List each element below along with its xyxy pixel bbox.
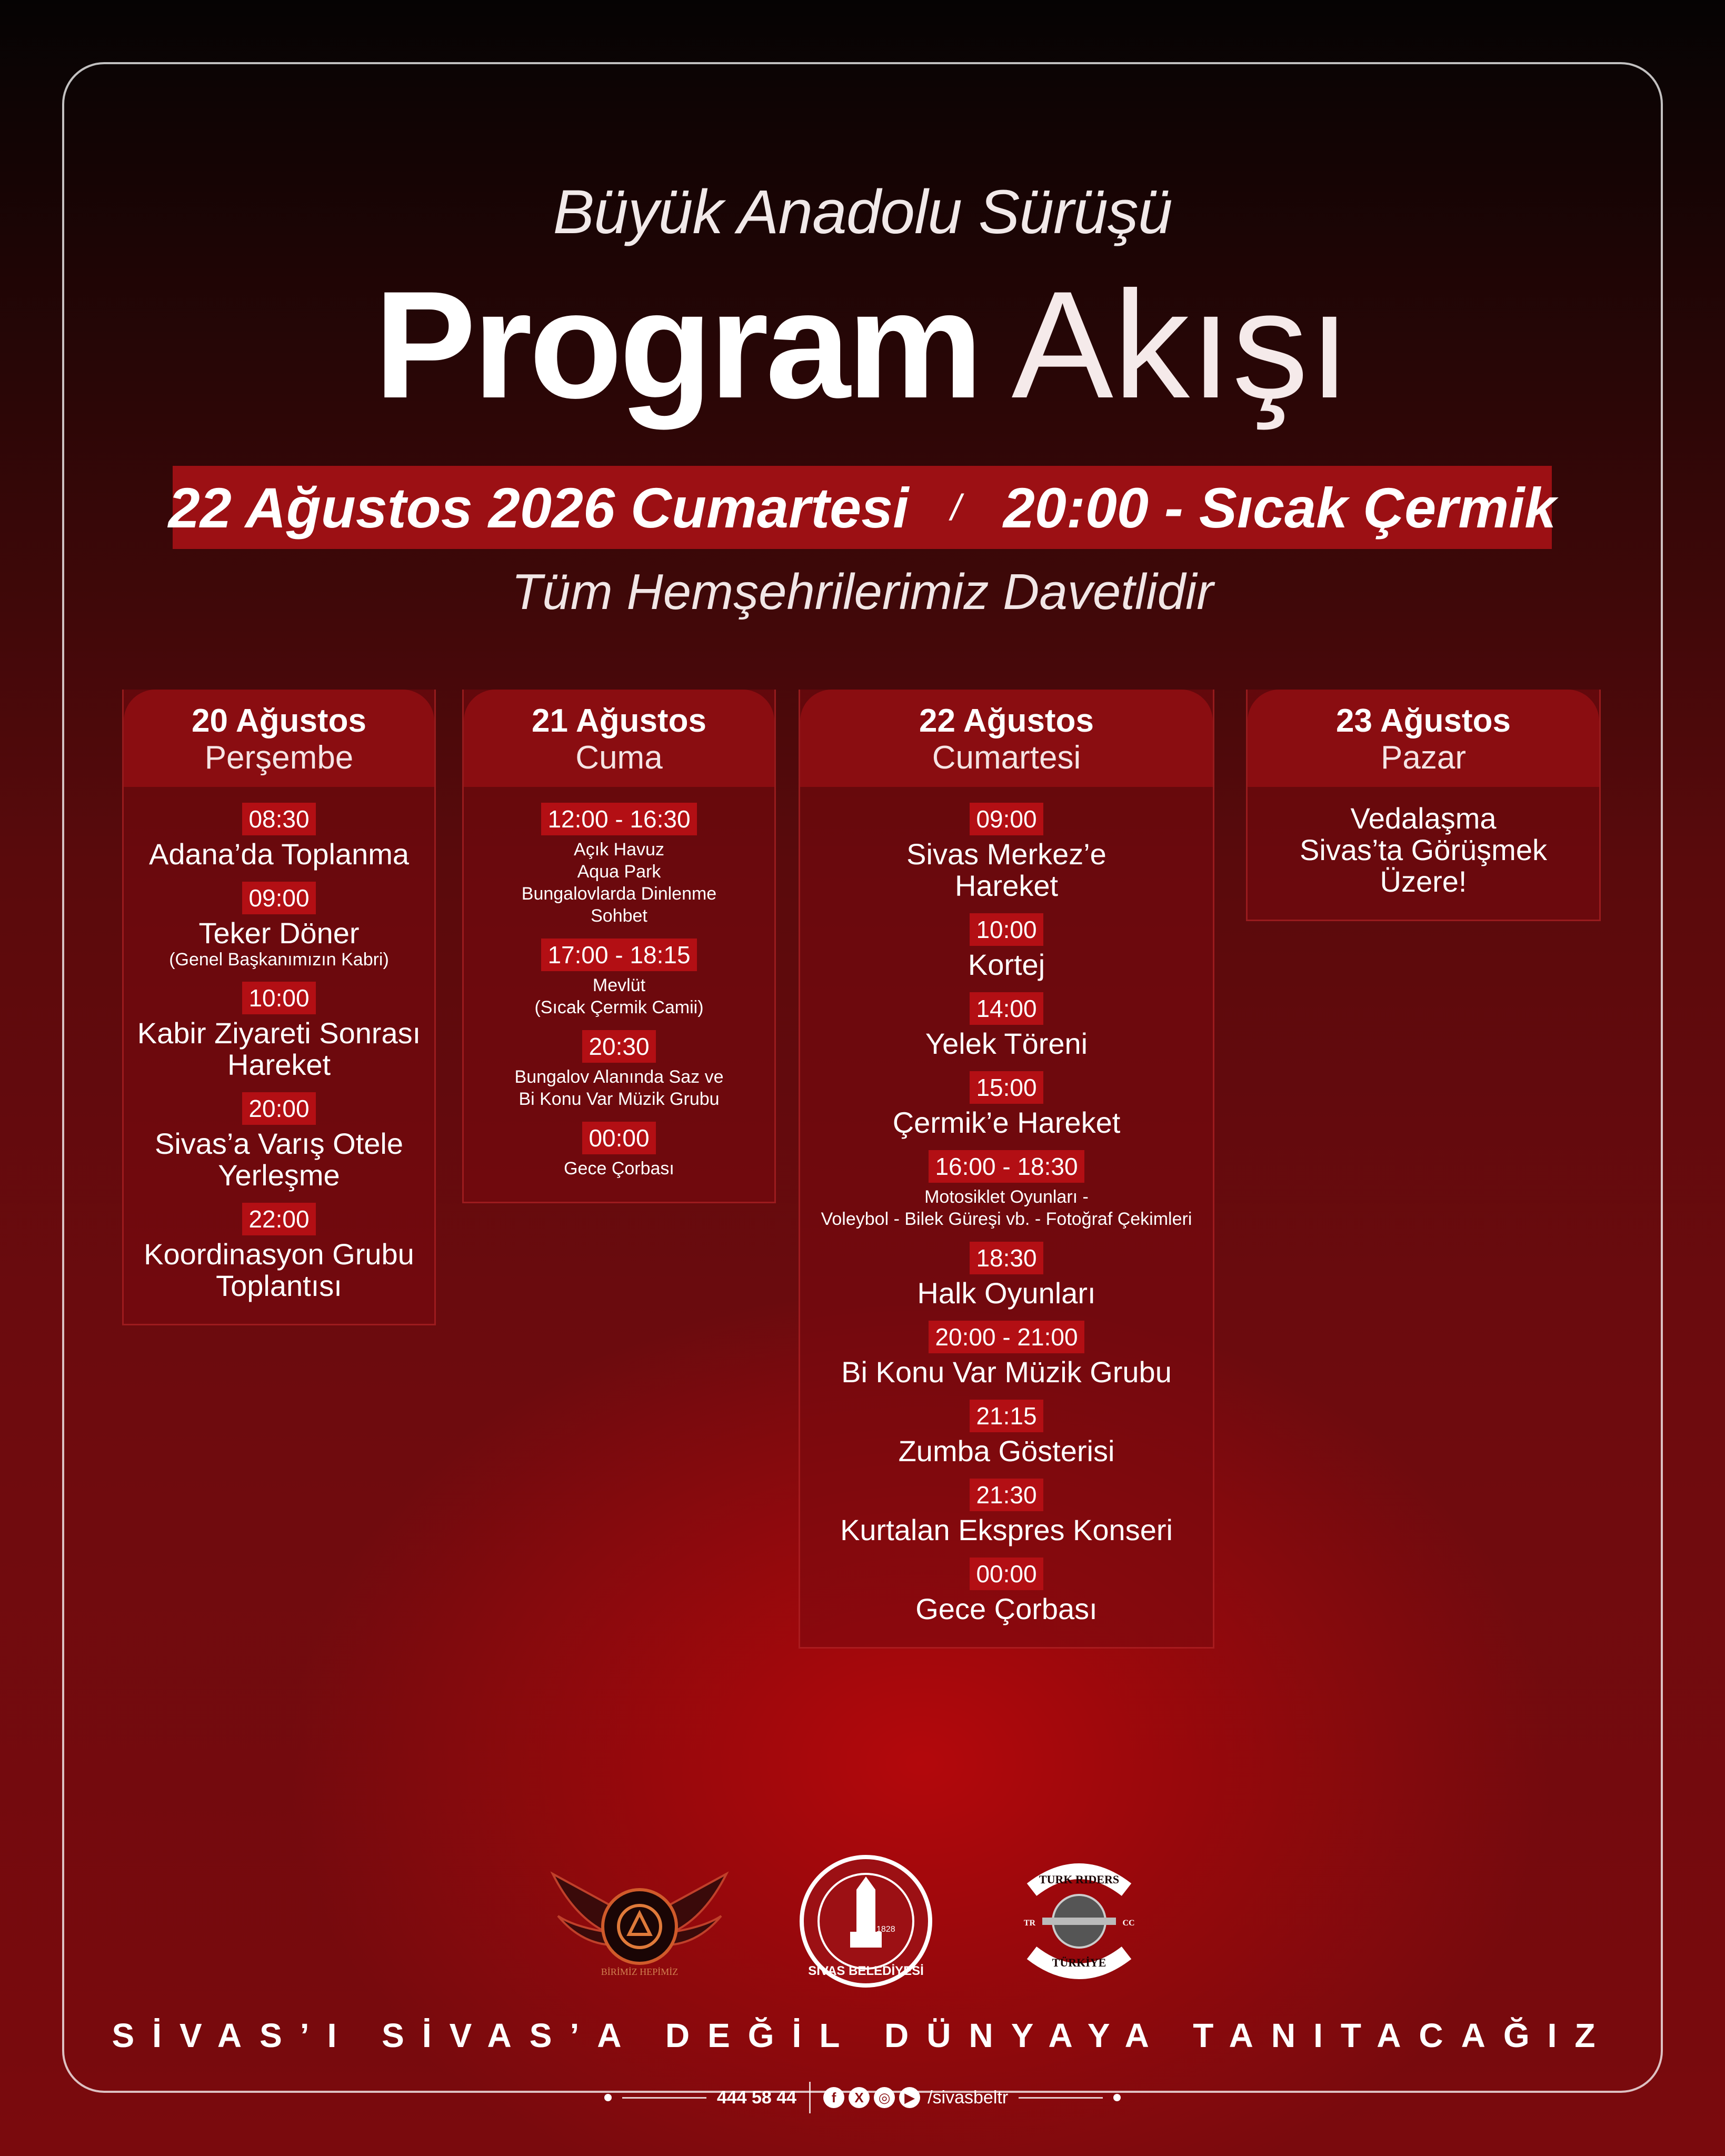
event-time-badge: 12:00 - 16:30 [541,803,696,835]
event-item [811,1150,1202,1230]
event-item [474,1122,764,1180]
event-item [474,939,764,1019]
day-events [800,787,1213,1647]
day-name: Pazar [1381,740,1466,776]
footer-dot-left [604,2094,612,2101]
title-bold: Program [374,259,980,430]
youtube-icon[interactable]: ▶ [899,2087,920,2108]
turk-riders-cc: CC [1122,1919,1135,1928]
event-title: Sivas Merkez’e Hareket [906,837,1106,902]
turk-riders-logo [1011,1853,1148,1990]
event-title: Kabir Ziyareti Sonrası Hareket [137,1016,421,1081]
event-item [811,913,1202,981]
event-item [811,803,1202,902]
turk-riders-bottom: TÜRKİYE [1052,1956,1106,1969]
event-item [134,982,424,1081]
event-time-badge: 09:00 [970,803,1043,835]
event-subtitle: Büyük Anadolu Sürüşü [553,177,1172,247]
event-details: Mevlüt (Sıcak Çermik Camii) [534,975,704,1017]
turk-riders-top: TURK RIDERS [1039,1873,1120,1886]
event-title: Çermik’e Hareket [892,1106,1121,1139]
event-time-badge: 16:00 - 18:30 [929,1150,1084,1183]
event-time-badge: 21:15 [970,1400,1043,1432]
day-column-21 [462,690,776,1203]
event-title: Vedalaşma Sivas’ta Görüşmek Üzere! [1300,802,1547,898]
event-item [1258,803,1589,897]
event-time-badge: 15:00 [970,1071,1043,1104]
footer [0,2077,1725,2119]
event-title: Koordinasyon Grubu Toplantısı [144,1237,414,1302]
event-title: Gece Çorbası [915,1592,1098,1625]
day-name: Cuma [575,740,663,776]
day-date: 22 Ağustos [919,703,1094,739]
footer-divider [809,2082,811,2113]
event-details: Açık Havuz Aqua Park Bungalovlarda Dinlenme Sohbet [521,840,717,926]
footer-line-right [1019,2097,1103,2099]
event-title: Zumba Gösterisi [898,1434,1115,1468]
event-title: Bi Konu Var Müzik Grubu [841,1355,1172,1389]
day-header [800,690,1213,787]
event-title: Halk Oyunları [917,1276,1096,1310]
sivas-year: 1828 [876,1925,895,1934]
day-column-22 [799,690,1214,1649]
logo-row [0,1853,1725,1995]
event-details: Bungalov Alanında Saz ve Bi Konu Var Müzik Grubu [514,1067,724,1109]
event-item [811,1479,1202,1546]
event-title: Adana’da Toplanma [148,837,410,871]
day-events [464,787,774,1202]
event-details: Motosiklet Oyunları - Voleybol - Bilek Güreşi vb. - Fotoğraf Çekimleri [821,1187,1192,1229]
x-icon[interactable]: X [849,2087,870,2108]
event-time-badge: 10:00 [970,913,1043,946]
event-item [134,1203,424,1302]
sivas-belediyesi-logo [797,1853,934,1990]
sivas-belediyesi-text: SİVAS BELEDİYESİ [808,1964,924,1978]
day-column-20 [122,690,436,1325]
day-events [124,787,434,1324]
event-time-badge: 20:00 [242,1092,315,1125]
event-item [811,992,1202,1060]
event-title: Sivas’a Varış Otele Yerleşme [154,1127,404,1192]
turk-riders-tr: TR [1023,1919,1036,1928]
event-item [474,1030,764,1110]
event-time-badge: 20:30 [582,1030,655,1063]
birimiz-hepimiz-text: BİRİMİZ HEPİMİZ [601,1967,679,1977]
event-time-badge: 08:30 [242,803,315,835]
event-time-badge: 22:00 [242,1203,315,1235]
page-title [0,259,1725,430]
event-details: Gece Çorbası [564,1159,674,1179]
event-item [134,882,424,970]
event-time-badge: 10:00 [242,982,315,1014]
event-item [811,1558,1202,1625]
event-time-badge: 21:30 [970,1479,1043,1511]
instagram-icon[interactable]: ◎ [874,2087,895,2108]
day-header [124,690,434,787]
event-time-badge: 09:00 [242,882,315,914]
birimiz-hepimiz-logo [542,1853,737,1990]
banner-separator: / [951,487,961,528]
day-name: Perşembe [204,740,354,776]
event-time-badge: 00:00 [582,1122,655,1154]
event-item [811,1242,1202,1309]
event-time-badge: 17:00 - 18:15 [541,939,696,971]
event-item [134,1092,424,1191]
day-date: 20 Ağustos [192,703,366,739]
day-name: Cumartesi [932,740,1081,776]
slogan: SİVAS’I SİVAS’A DEĞİL DÜNYAYA TANITACAĞIZ [112,2017,1613,2054]
event-item [811,1321,1202,1388]
event-item [811,1071,1202,1139]
event-note: (Genel Başkanımızın Kabri) [169,950,389,970]
banner-date: 22 Ağustos 2026 Cumartesi [168,475,909,540]
event-title: Yelek Töreni [925,1027,1088,1060]
day-events [1248,787,1599,920]
event-time-badge: 00:00 [970,1558,1043,1590]
facebook-icon[interactable]: f [823,2087,844,2108]
day-header [1248,690,1599,787]
event-title: Kurtalan Ekspres Konseri [840,1513,1173,1546]
phone-number: 444 58 44 [716,2087,797,2108]
event-title: Kortej [968,948,1045,981]
event-item [811,1400,1202,1467]
event-item [134,803,424,870]
invite-text: Tüm Hemşehrilerimiz Davetlidir [511,564,1214,620]
event-item [474,803,764,927]
event-time-badge: 20:00 - 21:00 [929,1321,1084,1353]
day-column-23 [1246,690,1601,921]
footer-line-left [622,2097,706,2099]
date-banner [168,466,1557,549]
event-title: Teker Döner [198,916,360,950]
day-header [464,690,774,787]
banner-time-place: 20:00 - Sıcak Çermik [1003,475,1557,540]
footer-dot-right [1113,2094,1121,2101]
event-time-badge: 18:30 [970,1242,1043,1274]
social-handle[interactable]: /sivasbeltr [928,2087,1009,2108]
title-thin: Akışı [1011,259,1351,430]
day-date: 21 Ağustos [532,703,706,739]
event-time-badge: 14:00 [970,992,1043,1025]
day-date: 23 Ağustos [1336,703,1511,739]
